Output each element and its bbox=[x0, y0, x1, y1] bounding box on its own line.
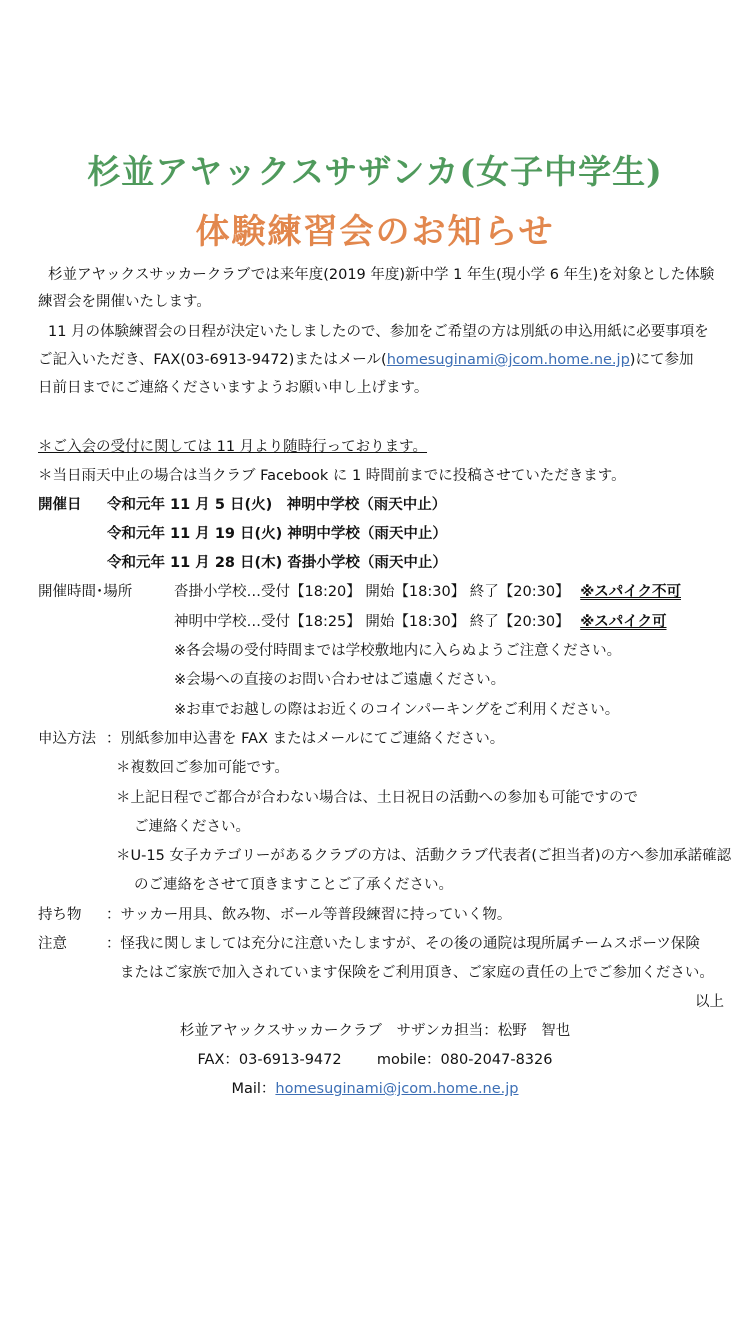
belongings-label: 持ち物 bbox=[38, 907, 82, 923]
apply-label: 申込方法 bbox=[38, 731, 96, 747]
email-link-intro[interactable]: homesuginami@jcom.home.ne.jp bbox=[386, 352, 630, 368]
contact-mobile: mobile：080-2047-8326 bbox=[376, 1052, 553, 1068]
contact-phone-line bbox=[0, 1050, 750, 1070]
email-link-contact[interactable]: homesuginami@jcom.home.ne.jp bbox=[275, 1081, 519, 1097]
venue-note-2: ※会場への直接のお問い合わせはご遠慮ください。 bbox=[174, 672, 506, 688]
schedule-label: 開催日 bbox=[38, 497, 82, 513]
caution-text-line2: またはご家族で加入されています保険をご利用頂き、ご家庭の責任の上でご参加ください。 bbox=[120, 965, 714, 981]
schedule-date-3: 令和元年 11 月 28 日(木) 沓掛小学校（雨天中止） bbox=[107, 555, 447, 571]
contact-mail-label: Mail： bbox=[231, 1081, 276, 1097]
caution-text-line1: ：怪我に関しましては充分に注意いたしますが、その後の通院は現所属チームスポーツ保険 bbox=[106, 936, 700, 952]
apply-note-3-line2: のご連絡をさせて頂きますことご了承ください。 bbox=[134, 877, 453, 893]
venue-2 bbox=[174, 612, 667, 632]
closing-text: 以上 bbox=[695, 994, 724, 1010]
title-event-name: 体験練習会のお知らせ bbox=[195, 212, 555, 252]
venues-label: 開催時間･場所 bbox=[38, 584, 133, 600]
intro-p2-line3: 日前日までにご連絡くださいますようお願い申し上げます。 bbox=[38, 380, 429, 396]
contact-mail-line bbox=[0, 1079, 750, 1099]
venue-1 bbox=[174, 582, 681, 602]
intro-p2-line1: 11 月の体験練習会の日程が決定いたしましたので、参加をご希望の方は別紙の申込用紙に必要事項を bbox=[48, 324, 709, 340]
contact-person: 杉並アヤックスサッカークラブ サザンカ担当：松野 智也 bbox=[179, 1023, 571, 1039]
note-admission: ＊ご入会の受付に関しては 11 月より随時行っております。 bbox=[38, 439, 428, 455]
apply-note-1: ＊複数回ご参加可能です。 bbox=[116, 760, 289, 776]
schedule-date-2: 令和元年 11 月 19 日(火) 神明中学校（雨天中止） bbox=[107, 526, 447, 542]
venue-note-3: ※お車でお越しの際はお近くのコインパーキングをご利用ください。 bbox=[174, 702, 620, 718]
belongings-text: ：サッカー用具、飲み物、ボール等普段練習に持っていく物。 bbox=[106, 907, 512, 923]
intro-p2-line2-pre: ご記入いただき、FAX(03-6913-9472)またはメール( bbox=[38, 352, 387, 368]
venue-1-spike-flag: ※スパイク不可 bbox=[580, 584, 681, 600]
venue-2-spike-flag: ※スパイク可 bbox=[580, 614, 667, 630]
schedule-date-1: 令和元年 11 月 5 日(火) 神明中学校（雨天中止） bbox=[107, 497, 447, 513]
contact-fax: FAX：03-6913-9472 bbox=[197, 1052, 342, 1068]
apply-note-2-line2: ご連絡ください。 bbox=[134, 819, 250, 835]
intro-p2-line2-post: )にて参加 bbox=[629, 352, 694, 368]
intro-p1-line1: 杉並アヤックスサッカークラブでは来年度(2019 年度)新中学 1 年生(現小学 6 年生)を対象とした体験 bbox=[48, 267, 715, 283]
venue-note-1: ※各会場の受付時間までは学校敷地内に入らぬようご注意ください。 bbox=[174, 643, 622, 659]
apply-note-2-line1: ＊上記日程でご都合が合わない場合は、土日祝日の活動への参加も可能ですので bbox=[116, 790, 638, 806]
caution-label: 注意 bbox=[38, 936, 67, 952]
intro-p2-line2 bbox=[38, 350, 693, 370]
intro-p1-line2: 練習会を開催いたします。 bbox=[38, 294, 211, 310]
apply-note-3-line1: ＊U-15 女子カテゴリーがあるクラブの方は、活動クラブ代表者(ご担当者)の方へ参加承諾確認 bbox=[116, 848, 732, 864]
title-team-name: 杉並アヤックスサザンカ(女子中学生) bbox=[87, 152, 663, 191]
note-rain-cancel: ＊当日雨天中止の場合は当クラブ Facebook に 1 時間前までに投稿させていただきます。 bbox=[38, 468, 626, 484]
apply-text: ：別紙参加申込書を FAX またはメールにてご連絡ください。 bbox=[106, 731, 505, 747]
venue-1-times: 沓掛小学校…受付【18:20】 開始【18:30】 終了【20:30】 bbox=[174, 584, 570, 600]
venue-2-times: 神明中学校…受付【18:25】 開始【18:30】 終了【20:30】 bbox=[174, 614, 570, 630]
